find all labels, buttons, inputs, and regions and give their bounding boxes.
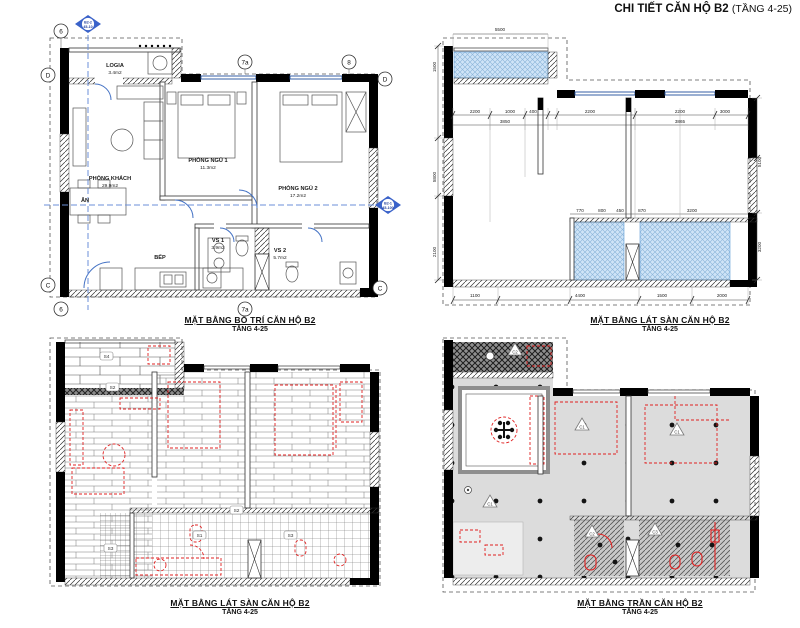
dim-label: 2100 [432, 246, 437, 258]
dim-label: 1500 [656, 293, 668, 298]
svg-text:S3: S3 [287, 534, 294, 539]
grid-bubble-C-right [373, 281, 387, 295]
section-label: B2-2 [84, 20, 92, 25]
caption-layout-sub: TẦNG 4-25 [232, 326, 268, 333]
logia-sill [65, 388, 184, 395]
detector-icon [465, 487, 472, 494]
dim-label: 2000 [716, 293, 728, 298]
svg-text:C1: C1 [674, 429, 680, 435]
room-label-vs1: VS 1 [211, 238, 225, 244]
room-label-khach: PHÒNG KHÁCH [88, 176, 132, 182]
bedroom-floor [157, 372, 370, 508]
section-marker-right [375, 196, 401, 214]
kitchen-ceiling [453, 522, 523, 575]
grid-bubble-6-top [54, 24, 68, 48]
window [201, 76, 256, 79]
grid-bubble-7a-top [238, 55, 252, 74]
svg-text:D: D [382, 76, 388, 84]
grid-bubble-8-top [342, 55, 356, 74]
svg-text:S3: S3 [107, 547, 114, 552]
logia-ceiling [453, 342, 553, 372]
caption-ceiling-title: MẶT BẰNG TRẦN CĂN HỘ B2 [577, 598, 703, 608]
dim-label: 1000 [504, 109, 516, 114]
room-label-vs2: VS 2 [273, 248, 287, 254]
layout-plan-svg [40, 12, 440, 318]
room-area-ngu1: 11.3m2 [200, 166, 216, 171]
section-label: B2-1 [384, 201, 392, 206]
grid-bubble-7a-bottom [238, 302, 252, 316]
shaft [626, 244, 639, 280]
section-label: 45-10 [83, 25, 93, 29]
ceiling-plan-svg [430, 330, 790, 594]
dim-label: 450 [616, 208, 624, 213]
grid-bubble-C-left [41, 278, 55, 292]
svg-text:S2: S2 [109, 386, 116, 391]
logia-tile-area [454, 52, 548, 78]
finish-tag-s3 [104, 544, 117, 552]
dim-label: 2200 [584, 109, 596, 114]
logia-rail-dots [139, 45, 171, 47]
caption-ceiling [520, 598, 760, 616]
finish-tag-s4 [100, 352, 113, 360]
caption-floor-dim-sub: TẦNG 4-25 [642, 326, 678, 333]
svg-text:C2: C2 [589, 531, 595, 537]
caption-floor-finish [120, 598, 360, 616]
section-label: 45-100 [382, 206, 394, 210]
svg-text:C3: C3 [652, 529, 658, 535]
svg-text:C: C [377, 285, 383, 293]
svg-text:S4: S4 [103, 355, 110, 360]
grid-bubble-D-left [41, 68, 55, 82]
svg-text:S1: S1 [196, 534, 203, 539]
logia-light-icon [486, 352, 494, 360]
furniture-layer [70, 52, 366, 290]
room-area-khach: 29.9m2 [102, 184, 118, 189]
room-area-logia: 3.4m2 [108, 71, 122, 76]
dim-label: 3200 [686, 208, 698, 213]
caption-floor-finish-title: MẶT BẰNG LÁT SÀN CĂN HỘ B2 [170, 598, 310, 608]
wall-layer [60, 45, 378, 297]
sheet-title-main: CHI TIẾT CĂN HỘ B2 [614, 3, 729, 15]
floor-finish-svg [40, 330, 385, 594]
dim-label: 1500 [432, 61, 437, 73]
room-label-an: ĂN [80, 198, 90, 204]
grid-bubble-6-bottom [54, 302, 68, 316]
room-label-ngu1: PHÒNG NGỦ 1 [188, 158, 228, 164]
room-label-ngu2: PHÒNG NGỦ 2 [278, 186, 318, 192]
caption-layout [150, 315, 350, 333]
dim-label: 3865 [674, 119, 686, 124]
dim-label: 3000 [719, 109, 731, 114]
dim-label: 800 [598, 208, 606, 213]
dim-label: 4400 [574, 293, 586, 298]
svg-text:D: D [45, 72, 51, 80]
room-area-vs2: 5.7m2 [273, 256, 287, 261]
caption-floor-dim-title: MẶT BẰNG LÁT SÀN CĂN HỘ B2 [590, 315, 730, 325]
floor-layer [65, 342, 370, 578]
dim-label: 400 [529, 109, 537, 114]
dim-label: 3850 [499, 119, 511, 124]
svg-text:6: 6 [59, 306, 63, 314]
vs1-tile-area [574, 222, 624, 280]
caption-floor-dim [560, 315, 760, 333]
finish-tag-s1 [193, 531, 206, 539]
section-marker-top [75, 15, 101, 33]
dim-label: 2200 [469, 109, 481, 114]
grid-bubble-D-right [378, 72, 392, 86]
finish-tag-s3 [284, 531, 297, 539]
dim-label: 2200 [674, 109, 686, 114]
svg-text:C1: C1 [487, 501, 493, 507]
caption-floor-finish-sub: TẦNG 4-25 [222, 609, 258, 616]
coffer [460, 388, 548, 472]
finish-tag-s2 [106, 383, 119, 391]
dim-label: 1100 [470, 293, 480, 298]
dim-label: 3200 [757, 241, 762, 253]
shaft [255, 254, 269, 290]
finish-tag-s2 [230, 506, 243, 514]
room-area-ngu2: 17.2m2 [290, 194, 306, 199]
sheet-title-suffix: (TẦNG 4-25) [731, 3, 792, 15]
room-area-vs1: 3.9m2 [211, 246, 225, 251]
svg-text:7a: 7a [241, 59, 249, 67]
dim-label: 5100 [757, 156, 762, 168]
floor-dim-svg [430, 12, 790, 314]
svg-text:C2: C2 [512, 349, 518, 355]
room-label-bep: BẾP [154, 255, 166, 261]
vs1-ceiling [574, 520, 624, 576]
dim-label: 770 [576, 208, 584, 213]
window [290, 76, 342, 79]
svg-text:8: 8 [347, 59, 351, 67]
svg-text:6: 6 [59, 28, 63, 36]
tile-layer [454, 52, 730, 280]
vs2-tile-area [640, 222, 730, 280]
shaft [626, 540, 639, 576]
svg-text:S2: S2 [233, 509, 240, 514]
caption-ceiling-sub: TẦNG 4-25 [622, 609, 658, 616]
dim-label: 5800 [432, 171, 437, 183]
svg-text:C: C [45, 282, 51, 290]
dim-label: 870 [638, 208, 646, 213]
room-label-logia: LOGIA [106, 63, 124, 69]
dim-label: 5500 [494, 27, 506, 32]
shaft [248, 540, 261, 578]
caption-layout-title: MẶT BẰNG BỐ TRÍ CĂN HỘ B2 [184, 315, 316, 325]
svg-text:C1: C1 [579, 424, 585, 430]
svg-text:7a: 7a [241, 306, 249, 314]
